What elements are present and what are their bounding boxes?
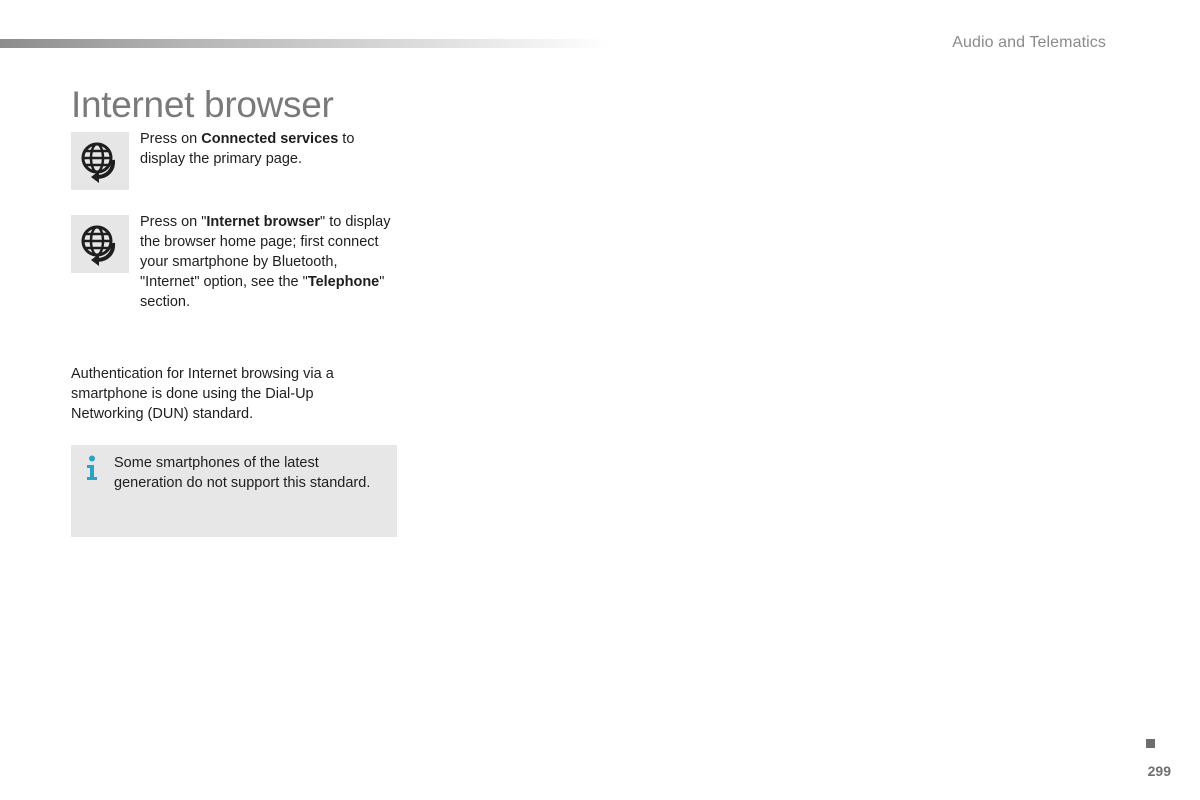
step-1-icon-box: [71, 132, 129, 190]
step-text-segment: Press on ": [140, 214, 207, 230]
step-1-text: [140, 129, 400, 169]
info-icon: [85, 455, 99, 481]
section-header: Audio and Telematics: [952, 34, 1106, 51]
header-gradient-bar: [0, 39, 610, 48]
step-text-segment: " section.: [140, 274, 385, 310]
globe-arrow-icon: [77, 221, 123, 267]
step-keyword: Telephone: [307, 274, 380, 290]
page-number: 299: [1147, 763, 1171, 779]
globe-arrow-icon: [77, 138, 123, 184]
step-keyword: Connected services: [201, 131, 339, 147]
step-text-segment: Press on: [140, 131, 202, 147]
step-text-segment: " to display the browser home page; first connect your smartphone by Bluetooth, "Internet" option, see the ": [140, 214, 391, 290]
step-keyword: Internet browser: [206, 214, 321, 230]
info-note-text: Some smartphones of the latest generation do not support this standard.: [114, 455, 371, 491]
step-text-segment: to display the primary page.: [140, 131, 355, 167]
page-marker: [1146, 739, 1155, 748]
info-note: [71, 445, 397, 537]
step-2-text: [140, 212, 400, 312]
dun-paragraph: Authentication for Internet browsing via a smartphone is done using the Dial-Up Networking (DUN) standard.: [71, 366, 334, 422]
step-2-icon-box: [71, 215, 129, 273]
page-title: Internet browser: [71, 84, 334, 125]
